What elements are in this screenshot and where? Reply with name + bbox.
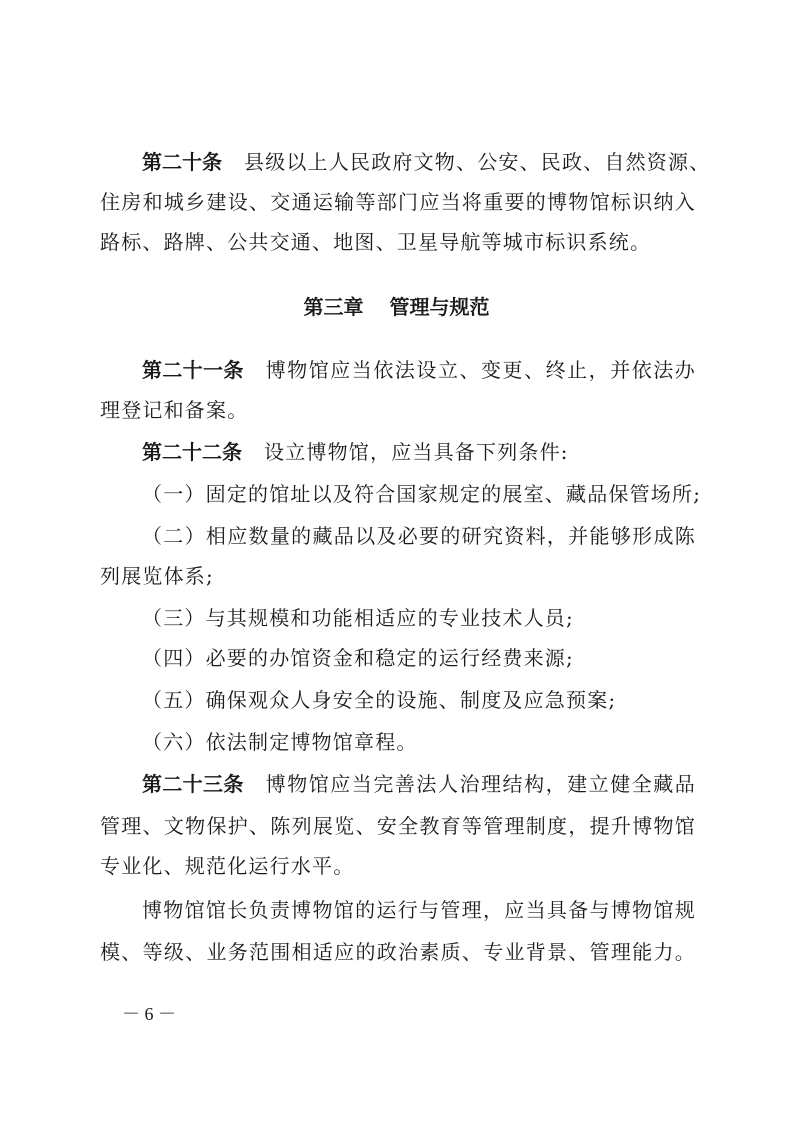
article-22-item-2-cont: 列展览体系;	[100, 564, 214, 588]
article-22-item-2: （二）相应数量的藏品以及必要的研究资料，并能够形成陈	[142, 524, 696, 548]
article-20-line-1: 第二十条 县级以上人民政府文物、公安、民政、自然资源、	[142, 150, 711, 174]
article-22-item-4: （四）必要的办馆资金和稳定的运行经费来源;	[142, 646, 574, 670]
chapter-heading	[0, 287, 793, 327]
article-20-label: 第二十条	[142, 150, 222, 174]
article-21-line-2: 理登记和备案。	[100, 398, 249, 422]
article-22-item-5: （五）确保观众人身安全的设施、制度及应急预案;	[142, 688, 617, 712]
article-22-label: 第二十二条	[142, 440, 242, 464]
article-23-line-1: 第二十三条 博物馆应当完善法人治理结构，建立健全藏品	[142, 772, 697, 796]
article-22-item-1: （一）固定的馆址以及符合国家规定的展室、藏品保管场所;	[142, 482, 702, 506]
article-21-label: 第二十一条	[142, 358, 244, 382]
article-22-item-6: （六）依法制定博物馆章程。	[142, 730, 418, 754]
article-21-line-1: 第二十一条 博物馆应当依法设立、变更、终止，并依法办	[142, 358, 697, 382]
article-20-line-2: 住房和城乡建设、交通运输等部门应当将重要的博物馆标识纳入	[100, 190, 696, 214]
article-23-line-3: 专业化、规范化运行水平。	[100, 854, 355, 878]
article-23-line-2: 管理、文物保护、陈列展览、安全教育等管理制度，提升博物馆	[100, 814, 696, 838]
article-22-item-3: （三）与其规模和功能相适应的专业技术人员;	[142, 606, 574, 630]
chapter-title: 管理与规范	[389, 295, 490, 319]
page-number: － 6 －	[122, 1004, 176, 1024]
article-22-line-1: 第二十二条 设立博物馆，应当具备下列条件:	[142, 440, 569, 464]
article-23-para2-line-1: 博物馆馆长负责博物馆的运行与管理，应当具备与博物馆规	[142, 898, 696, 922]
article-20-line-3: 路标、路牌、公共交通、地图、卫星导航等城市标识系统。	[100, 230, 652, 254]
chapter-number: 第三章	[303, 295, 364, 319]
article-23-para2-line-2: 模、等级、业务范围相适应的政治素质、专业背景、管理能力。	[100, 940, 696, 964]
article-23-label: 第二十三条	[142, 772, 244, 796]
